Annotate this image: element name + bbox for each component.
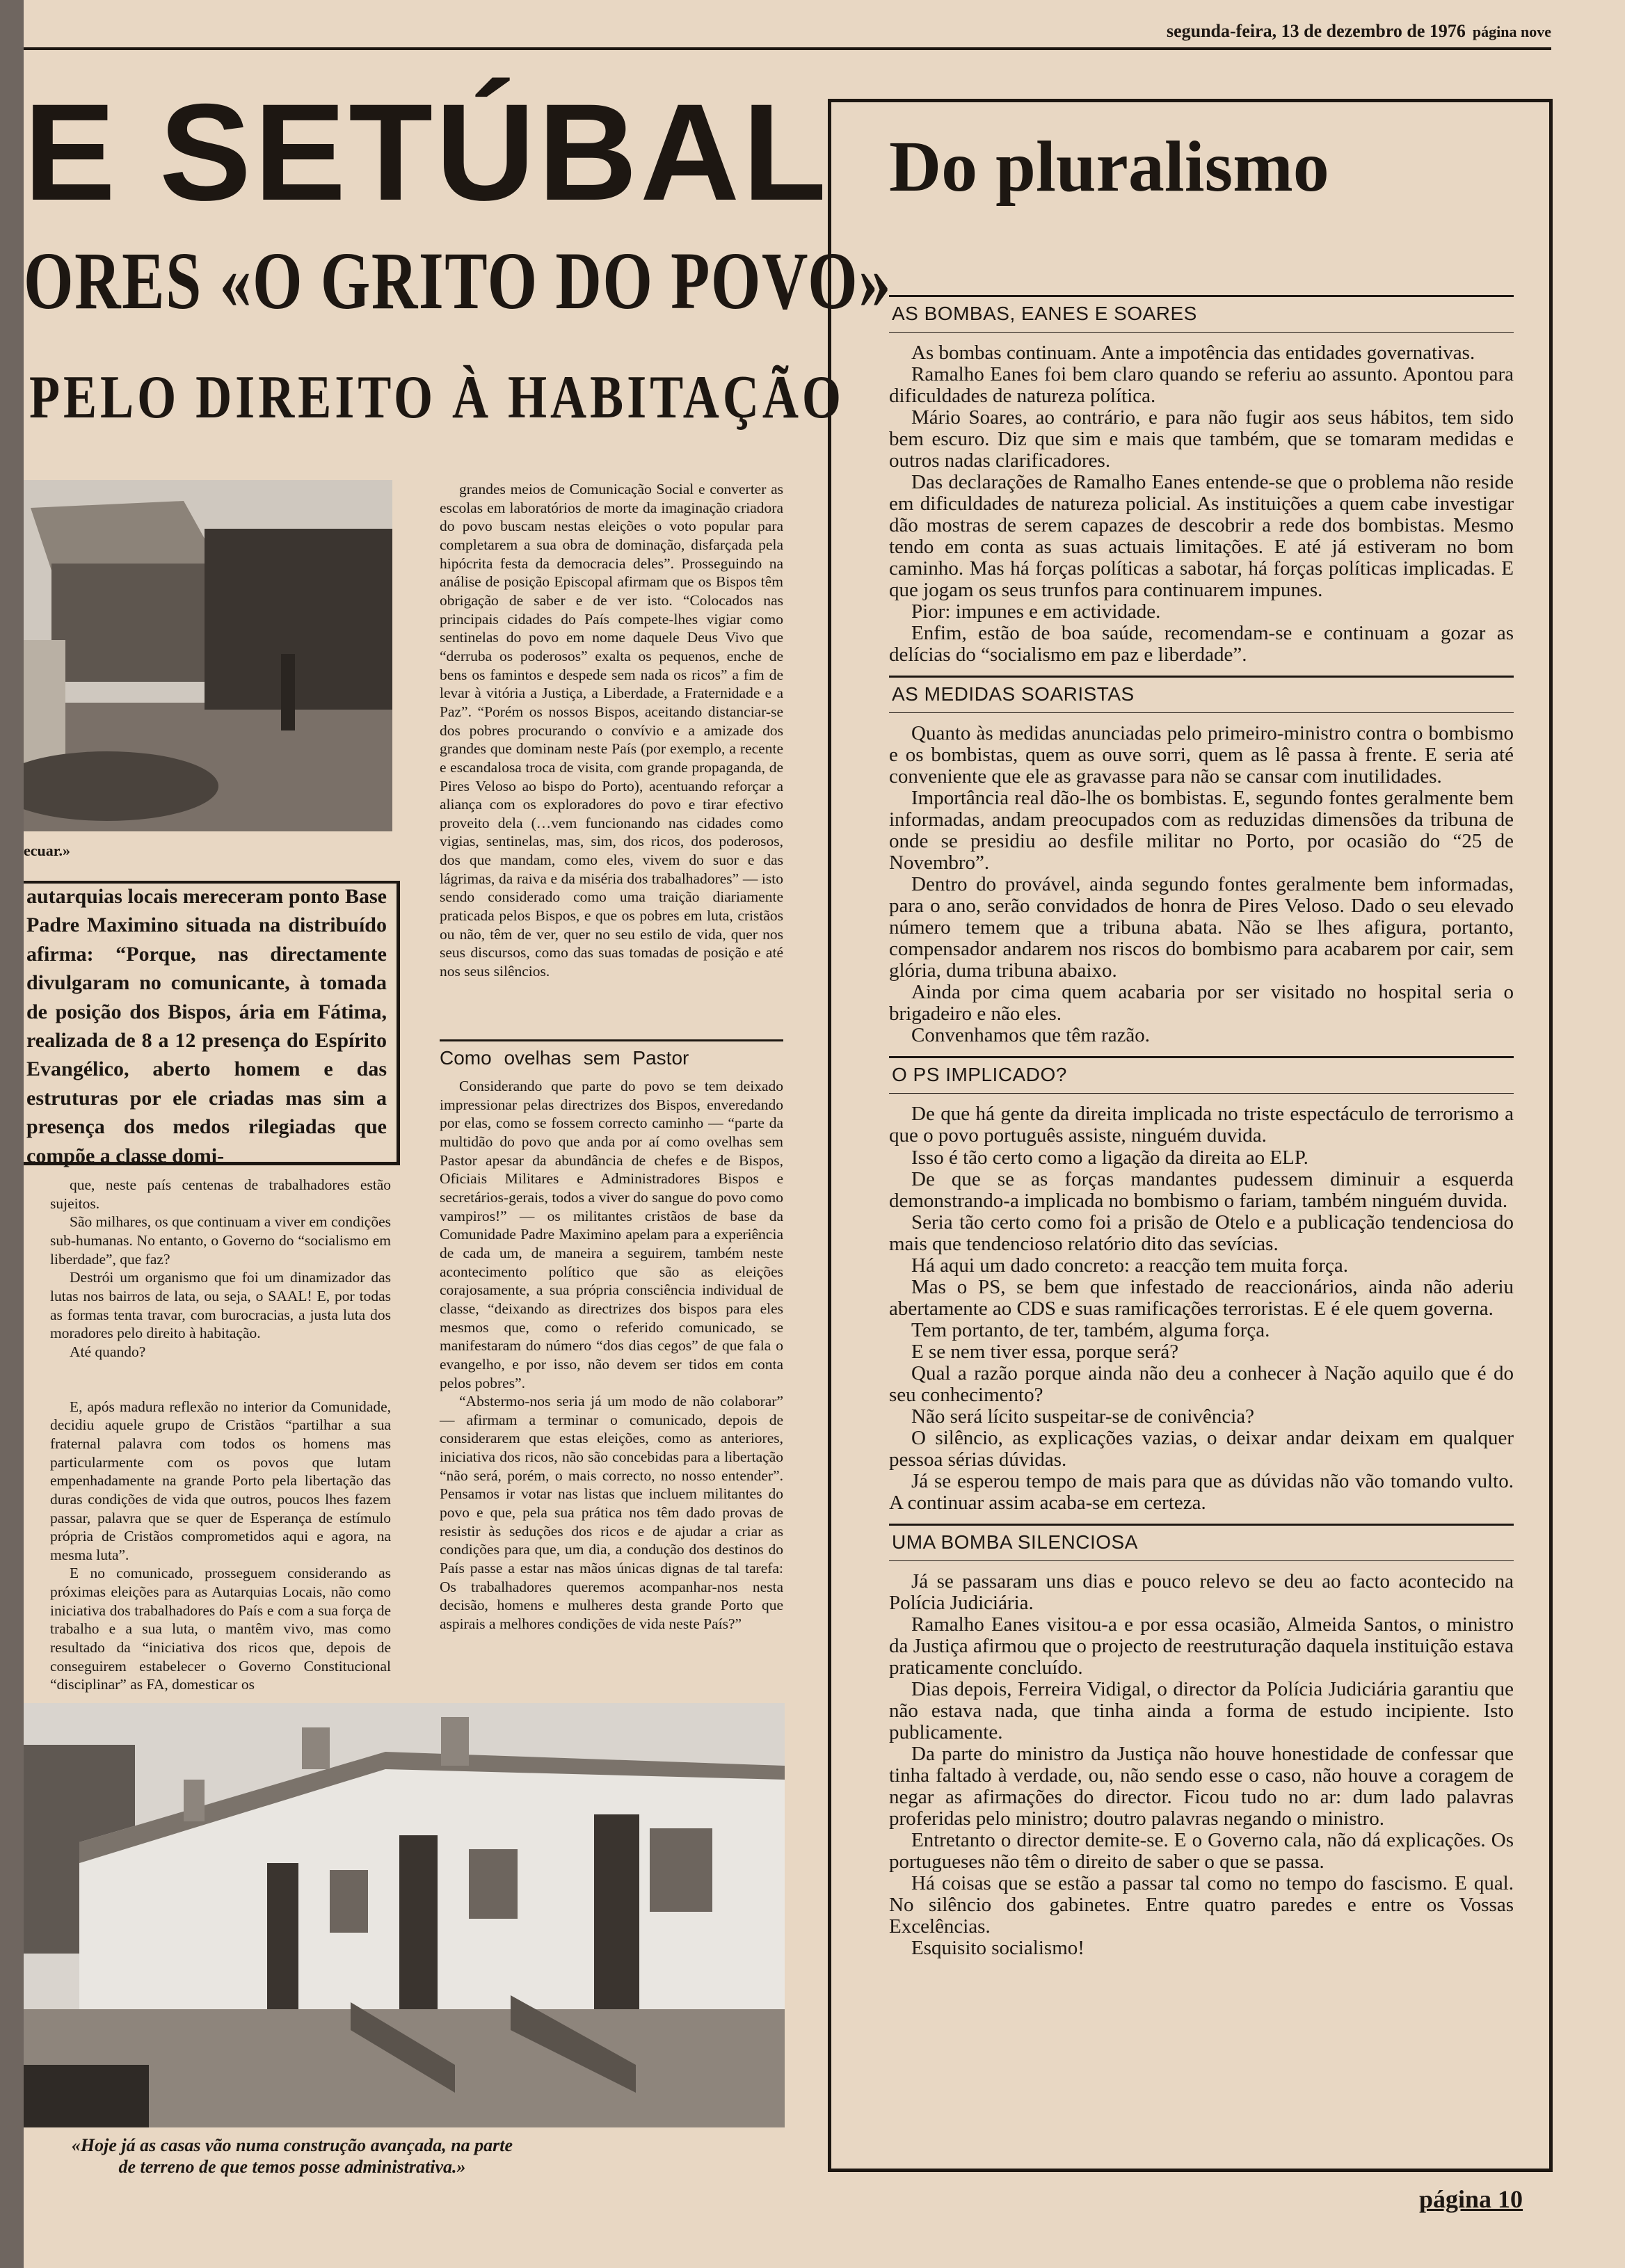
editorial-content — [889, 285, 1514, 1963]
paragraph: que, neste país centenas de trabalhadores estão sujeitos. — [50, 1176, 391, 1212]
paragraph: Qual a razão porque ainda não deu a conhecer à Nação aquilo que é do seu conhecimento? — [889, 1361, 1514, 1406]
section-heading: O PS IMPLICADO? — [889, 1056, 1514, 1094]
paragraph: Destrói um organismo que foi um dinamizador das lutas nos bairros de lata, ou seja, o SAAL! E, por todas as formas tenta travar, com burocracias, a justa luta dos moradores pelo direito à habitação. — [50, 1269, 391, 1342]
paragraph: E se nem tiver essa, porque será? — [911, 1340, 1179, 1363]
photo-row-houses-caption: «Hoje já as casas vão numa construção avançada, na parte de terreno de que temos posse administrativa.» — [71, 2135, 513, 2178]
paragraph: “Abstermo-nos seria já um modo de não colaborar” — afirmam a terminar o comunicado, depois de considerarem que estas eleições, como as anteriores, iniciativa dos ricos, não são concebidas para a libertação “não será, porém, o mais correcto, no nosso entender”. Pensamos ir votar nas listas que incluem militantes do povo e que, pela sua prática nos têm dado provas de resistir às seduções dos ricos e de ajudar a criar as condições para que, um dia, a condução dos destinos do País passe a estar nas mãos únicas dignas de tal tarefa: Os trabalhadores queremos acompanhar-nos nesta decisão, homens e mulheres desta grande Porto que aspirais a melhores condições de vida neste País?” — [440, 1393, 783, 1633]
paragraph: Enfim, estão de boa saúde, recomendam-se e continuam a gozar as delícias do “socialismo em paz e liberdade”. — [889, 622, 1514, 666]
paragraph: As bombas continuam. Ante a impotência das entidades governativas. — [911, 342, 1475, 364]
paragraph: De que há gente da direita implicada no triste espectáculo de terrorismo a que o povo português assiste, ninguém duvida. — [889, 1103, 1514, 1147]
subheadline-1: ORES «O GRITO DO POVO» — [24, 235, 892, 326]
paragraph: Não será lícito suspeitar-se de conivência? — [911, 1405, 1255, 1428]
paragraph: E no comunicado, prosseguem considerando as próximas eleições para as Autarquias Locais, não como iniciativa dos trabalhadores do País e com a sua força de trabalho e a sua luta, o mantêm vivo, mas como resultado da “iniciativa dos ricos que, depois de conseguirem estabelecer o Governo Constitucional “disciplinar” as FA, domesticar os — [50, 1565, 391, 1693]
paragraph: Mário Soares, ao contrário, e para não fugir aos seus hábitos, tem sido bem escuro. Diz que sim e mais que também, que se tomaram medidas e outros nadas clarificadores. — [889, 406, 1514, 472]
paragraph: grandes meios de Comunicação Social e converter as escolas em laboratórios de morte da imaginação criadora do povo buscam nestas eleições o voto popular para completarem a sua obra de dominação, disfarçada pela hipócrita festa da democracia deles”. Prosseguindo na análise de posição Episcopal afirmam que os Bispos têm obrigação de saber e de ver isto. “Colocados nas principais cidades do País compete-lhes vigiar como sentinelas do povo em nome daquele Deus Vivo que “derruba os poderosos” exalta os pequenos, enche de bens os famintos e despede sem nada os ricos” a fim de levar à vitória a Justiça, a Liberdade, a Fraternidade e a Paz”. “Porém os nossos Bispos, aceitando distanciar-se dos pobres procurando o convívio e a amizade dos grandes que dominam neste País (por exemplo, a recente e escandalosa troca de visita, com grande propaganda, de Pires Veloso ao bispo do Porto), acentuando reforçar a aliança com os exploradores do povo e tirar efectivo proveito dela (…vem funcionando nas cidades como vigias, sentinelas, mas, sim, dos ricos, dos poderosos, dos que mandam, como eles, vivem do suor e das lágrimas, da raiva e da miséria dos trabalhadores” — isto sendo considerado como uma traição diariamente praticada pelos Bispos, e que os pobres em luta, cristãos ou não, têm de ver, quer no seu estilo de vida, quer nos seus discursos, como das suas tomadas de posição e até nos seus silêncios. — [440, 481, 783, 980]
paragraph: Das declarações de Ramalho Eanes entende-se que o problema não reside em dificuldades de natureza policial. As instituições a quem cabe investigar dão mostras de serem capazes de descobrir a rede dos bombistas. Mesmo tendo em conta as suas actuais limitações. E até já estiveram no bom caminho. Mas há forças políticas a sabotar, há forças políticas implicadas. E que jogam os seus trunfos para continuarem impunes. — [889, 471, 1514, 602]
section-body — [889, 723, 1514, 1046]
paragraph: Seria tão certo como foi a prisão de Otelo e a publicação tendenciosa do mais que tendencioso relatório dito das sevícias. — [889, 1211, 1514, 1255]
paragraph: Entretanto o director demite-se. E o Governo cala, não dá explicações. Os portugueses não têm o direito de saber o que se passa. — [889, 1828, 1514, 1873]
middle-column — [440, 480, 783, 981]
paragraph: Pior: impunes e em actividade. — [911, 600, 1161, 623]
paragraph: Esquisito socialismo! — [911, 1937, 1084, 1960]
paragraph: Já se passaram uns dias e pouco relevo se deu ao facto acontecido na Polícia Judiciária. — [889, 1570, 1514, 1614]
photo-row-houses — [24, 1703, 785, 2127]
subheadline-2: PELO DIREITO À HABITAÇÃO — [29, 364, 844, 431]
paragraph: Considerando que parte do povo se tem deixado impressionar pelas directrizes dos Bispos, enveredando por elas, como se fossem correcto caminho — “parte da multidão do povo que anda por aí como ovelhas sem Pastor apesar da abundância de chefes e de Bispos, Oficiais Militares e Administradores Bispos e secretários-gerais, todos a viver do sangue do povo como vampiros!” — os militantes cristãos de base da Comunidade Padre Maximino apelam para a experiência de cada um, de maneira a seguirem, também neste acontecimento político que são as eleições corajosamente, a sua própria consciência individual de classe, “deixando as directrizes dos bispos para eles mesmos que, como o referido comunicado, se manifestaram do número “dos dias cegos” de que fala o evangelho, e por isso, não devem ser tidos em conta pelos pobres”. — [440, 1078, 783, 1391]
header-rule — [24, 47, 1551, 50]
paragraph: Há aqui um dado concreto: a reacção tem muita força. — [911, 1254, 1349, 1277]
paragraph: Dentro do provável, ainda segundo fontes geralmente bem informadas, para o ano, serão convidados de honra de Pires Veloso. Dado o seu elevado número temem que a tribuna abata. Não se lhes afigura, portanto, compensador andarem nos riscos do bombismo para acabarem por cair, sem glória, duma tribuna abaixo. — [889, 873, 1514, 982]
paragraph: Mas o PS, se bem que infestado de reaccionários, ainda não aderiu abertamente ao CDS e suas ramificações terroristas. E é ele quem governa. — [889, 1275, 1514, 1320]
paragraph: Convenhamos que têm razão. — [911, 1024, 1151, 1047]
page-number: página nove — [1472, 23, 1551, 40]
paragraph: O silêncio, as explicações vazias, o deixar andar deixam em qualquer pessoa sérias dúvidas. — [889, 1426, 1514, 1471]
middle-subhead: Como ovelhas sem Pastor — [440, 1039, 783, 1069]
paragraph: Da parte do ministro da Justiça não houve honestidade de confessar que tinha faltado à verdade, ou, não sendo esse o caso, não houve a coragem de negar as afirmações do director. Ficou tudo no ar: dum lado palavras proferidas pelo ministro; doutro palavras negando o ministro. — [889, 1742, 1514, 1830]
paragraph: São milhares, os que continuam a viver em condições sub-humanas. No entanto, o Governo do “socialismo em liberdade”, que faz? — [50, 1213, 391, 1268]
paragraph: Isso é tão certo como a ligação da direita ao ELP. — [911, 1146, 1308, 1169]
paragraph: Até quando? — [70, 1343, 146, 1360]
paragraph: Ramalho Eanes visitou-a e por essa ocasião, Almeida Santos, o ministro da Justiça afirmou que o projecto de reestruturação daquela instituição estava praticamente concluído. — [889, 1613, 1514, 1679]
section-body — [889, 1571, 1514, 1959]
section-heading: AS MEDIDAS SOARISTAS — [889, 676, 1514, 713]
paragraph: Há coisas que se estão a passar tal como no tempo do fascismo. E qual. No silêncio dos gabinetes. Entre quatro paredes e entre os Vossas Excelências. — [889, 1871, 1514, 1938]
paragraph: De que se as forças mandantes pudessem diminuir a esquerda demonstrando-a implicada no bombismo o fariam, também ninguém duvida. — [889, 1167, 1514, 1212]
paragraph: Já se esperou tempo de mais para que as dúvidas não vão tomando vulto. A continuar assim acaba-se em certeza. — [889, 1469, 1514, 1514]
middle-column-b — [440, 1077, 783, 1634]
section-heading: AS BOMBAS, EANES E SOARES — [889, 295, 1514, 333]
paragraph: Ainda por cima quem acabaria por ser visitado no hospital seria o brigadeiro e não eles. — [889, 981, 1514, 1025]
paragraph: Importância real dão-lhe os bombistas. E, segundo fontes geralmente bem informadas, andam preocupados com as reduzidas dimensões da tribuna de onde se presidiu ao desfile militar no Porto, por ocasião do “25 de Novembro”. — [889, 787, 1514, 875]
next-page-reference: página 10 — [1419, 2185, 1523, 2213]
section-body — [889, 1103, 1514, 1513]
paragraph: Tem portanto, de ter, também, alguma força. — [911, 1318, 1270, 1341]
section-body — [889, 342, 1514, 666]
editorial-title: Do pluralismo — [889, 127, 1329, 207]
page-header — [1167, 21, 1551, 42]
headline: E SETÚBAL — [24, 75, 830, 229]
photo-shack — [24, 480, 392, 831]
paragraph: Dias depois, Ferreira Vidigal, o director da Polícia Judiciária garantiu que não estava nada, que tinha ainda a forma de estudo incipiente. Isto publicamente. — [889, 1677, 1514, 1743]
left-column — [50, 1176, 391, 1694]
paragraph: Ramalho Eanes foi bem claro quando se referiu ao assunto. Apontou para dificuldades de natureza política. — [889, 363, 1514, 408]
photo-shack-caption: ecuar.» — [24, 842, 71, 859]
paragraph: Quanto às medidas anunciadas pelo primeiro-ministro contra o bombismo e os bombistas, quem as ouve sorri, quem as lê passa à frente. E seria até conveniente que ele as gravasse para não se cansar com inutilidades. — [889, 722, 1514, 788]
paragraph: E, após madura reflexão no interior da Comunidade, decidiu aquele grupo de Cristãos “partilhar a sua fraternal palavra com todos os homens mas particularmente com os povos que lutam empenhadamente na grande Porto pela libertação das duras condições de vida que outros, poucos lhes fazem passar, palavra que se quer de Esperança de estímulo própria de Cristãos comprometidos aqui e agora, na mesma luta”. — [50, 1398, 391, 1563]
date-line: segunda-feira, 13 de dezembro de 1976 — [1166, 21, 1466, 41]
section-heading: UMA BOMBA SILENCIOSA — [889, 1524, 1514, 1561]
intro-text: autarquias locais mereceram ponto Base Padre Maximino situada na distribuído afirma: “Porque, nas directamente divulgaram no comunicante, à tomada de posição dos Bispos, ária em Fátima, realizada de 8 a 12 presença do Espírito Evangélico, aberto homem e das estruturas por ele criadas mas sim a presença dos medos rilegiadas que compõe a classe domi- — [26, 885, 387, 1167]
page-left-edge — [0, 0, 24, 2268]
